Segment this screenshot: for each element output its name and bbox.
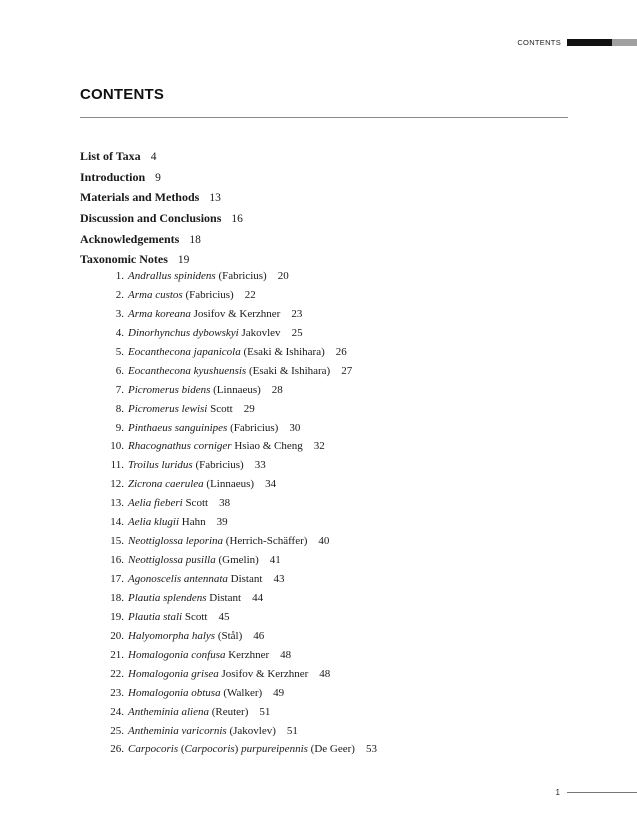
taxon-page: 20 bbox=[277, 270, 289, 282]
toc-entry-page: 19 bbox=[177, 254, 190, 267]
taxon-species: Agonoscelis antennata bbox=[128, 573, 228, 585]
toc-entry-page: 4 bbox=[150, 151, 157, 163]
taxon-page: 51 bbox=[259, 705, 271, 718]
taxon-species: Antheminia aliena bbox=[128, 705, 209, 718]
taxon-number: 26. bbox=[110, 743, 124, 756]
page-title: CONTENTS bbox=[80, 86, 165, 103]
taxon-species: Aelia fieberi bbox=[128, 497, 183, 510]
taxon-number: 15. bbox=[110, 535, 124, 548]
taxon-species: Troilus luridus bbox=[128, 459, 193, 472]
taxon-number: 12. bbox=[110, 478, 124, 491]
taxon-entry[interactable] bbox=[104, 684, 377, 703]
taxon-species: Eocanthecona japanicola bbox=[128, 345, 241, 358]
taxon-number: 16. bbox=[110, 554, 124, 567]
taxon-entry[interactable] bbox=[104, 532, 377, 551]
taxon-authority: (Fabricius) bbox=[230, 421, 279, 434]
taxon-page: 41 bbox=[269, 554, 281, 567]
taxon-authority: Jakovlev bbox=[241, 326, 281, 339]
taxon-entry[interactable] bbox=[104, 513, 377, 532]
taxon-species: Rhacognathus corniger bbox=[128, 440, 232, 453]
taxon-authority: Distant bbox=[209, 591, 242, 604]
toc-entry[interactable] bbox=[80, 229, 243, 250]
taxon-page: 34 bbox=[265, 478, 277, 491]
toc-entry-title: Acknowledgements bbox=[80, 231, 180, 246]
running-head-bar-dark bbox=[567, 39, 612, 46]
taxon-entry[interactable] bbox=[104, 286, 377, 305]
taxon-entry[interactable] bbox=[104, 400, 377, 419]
taxon-number: 9. bbox=[115, 421, 124, 434]
taxon-species: Homalogonia confusa bbox=[128, 648, 226, 661]
taxon-authority: (Herrich-Schäffer) bbox=[225, 535, 308, 548]
taxon-page: 26 bbox=[335, 345, 347, 358]
taxon-species: Andrallus spinidens bbox=[128, 270, 216, 282]
taxon-entry[interactable] bbox=[104, 267, 377, 286]
taxon-authority: (Linnaeus) bbox=[206, 478, 255, 491]
title-divider bbox=[80, 117, 568, 118]
taxon-species: Picromerus bidens bbox=[128, 383, 211, 396]
taxon-authority: (Esaki & Ishihara) bbox=[248, 364, 331, 377]
taxon-page: 48 bbox=[319, 667, 331, 680]
taxon-number: 20. bbox=[110, 629, 124, 642]
taxon-entry[interactable] bbox=[104, 722, 377, 741]
taxon-authority: (Fabricius) bbox=[185, 288, 234, 301]
taxon-number: 23. bbox=[110, 686, 124, 699]
page-number: 1 bbox=[555, 788, 560, 797]
taxon-entry[interactable] bbox=[104, 475, 377, 494]
taxon-page: 29 bbox=[243, 402, 255, 415]
taxon-authority: (Linnaeus) bbox=[213, 383, 261, 396]
taxon-page: 39 bbox=[216, 516, 228, 529]
taxon-number: 11. bbox=[110, 459, 124, 472]
taxon-entry[interactable] bbox=[104, 381, 377, 400]
running-head-bar-light bbox=[612, 39, 637, 46]
taxon-number: 24. bbox=[110, 705, 124, 718]
toc-entry[interactable] bbox=[80, 208, 243, 229]
toc-entry[interactable] bbox=[80, 146, 243, 167]
folio-rule bbox=[567, 792, 637, 793]
toc-entry-title: Materials and Methods bbox=[80, 190, 200, 205]
taxon-number: 13. bbox=[110, 497, 124, 510]
taxon-species: Plautia stali bbox=[128, 610, 183, 623]
taxon-species: Dinorhynchus dybowskyi bbox=[128, 326, 239, 339]
taxon-number: 5. bbox=[115, 345, 124, 358]
taxon-species: Neottiglossa leporina bbox=[128, 535, 224, 548]
taxon-authority: Scott bbox=[184, 610, 208, 623]
taxon-entry[interactable] bbox=[104, 324, 377, 343]
taxon-page: 32 bbox=[313, 440, 325, 453]
taxon-entry[interactable] bbox=[104, 437, 377, 456]
taxon-authority: Josifov & Kerzhner bbox=[221, 667, 309, 680]
running-head bbox=[517, 37, 637, 47]
taxon-page: 51 bbox=[286, 724, 298, 737]
taxon-number: 8. bbox=[115, 402, 124, 415]
taxon-entry[interactable] bbox=[104, 589, 377, 608]
taxon-number: 4. bbox=[115, 326, 124, 339]
taxon-number: 18. bbox=[110, 591, 124, 604]
taxon-species: Pinthaeus sanguinipes bbox=[128, 421, 228, 434]
taxon-species: Antheminia varicornis bbox=[128, 724, 227, 737]
taxon-entry[interactable] bbox=[104, 551, 377, 570]
taxon-page: 40 bbox=[318, 535, 330, 548]
taxon-species: Homalogonia grisea bbox=[128, 667, 219, 680]
taxon-number: 14. bbox=[110, 516, 124, 529]
taxon-entry[interactable] bbox=[104, 456, 377, 475]
toc-entry-page: 13 bbox=[209, 192, 221, 205]
taxon-species: Arma koreana bbox=[128, 307, 191, 320]
taxon-species: Plautia splendens bbox=[128, 591, 207, 604]
taxon-authority: (Walker) bbox=[223, 686, 263, 699]
taxon-authority: Kerzhner bbox=[228, 648, 270, 661]
taxon-species: Neottiglossa pusilla bbox=[128, 554, 216, 567]
taxon-page: 44 bbox=[252, 591, 264, 604]
taxon-page: 45 bbox=[218, 610, 230, 623]
taxon-page: 48 bbox=[280, 648, 292, 661]
taxon-page: 43 bbox=[273, 573, 285, 585]
taxon-number: 17. bbox=[110, 573, 124, 585]
taxon-page: 30 bbox=[289, 421, 301, 434]
taxon-authority: Scott bbox=[210, 402, 233, 415]
running-head-label: CONTENTS bbox=[517, 37, 561, 47]
taxon-number: 7. bbox=[115, 383, 124, 396]
taxon-page: 22 bbox=[244, 288, 256, 301]
taxon-authority: (Fabricius) bbox=[195, 459, 244, 472]
taxon-number: 6. bbox=[115, 364, 124, 377]
taxon-page: 25 bbox=[291, 326, 303, 339]
taxon-number: 10. bbox=[110, 440, 124, 453]
toc-entry-page: 18 bbox=[189, 233, 201, 246]
toc-main-list bbox=[80, 146, 243, 270]
toc-entry-page: 9 bbox=[155, 171, 161, 184]
page-folio bbox=[556, 788, 637, 797]
taxon-page: 46 bbox=[253, 629, 265, 642]
taxon-authority: Scott bbox=[185, 497, 209, 510]
toc-entry-title: List of Taxa bbox=[80, 149, 141, 163]
toc-entry-page: 16 bbox=[231, 213, 243, 226]
taxon-entry[interactable] bbox=[104, 419, 377, 438]
toc-entry-title: Introduction bbox=[80, 169, 146, 184]
taxon-entry[interactable] bbox=[104, 627, 377, 646]
toc-entry-title: Taxonomic Notes bbox=[80, 252, 168, 267]
taxon-authority: (Jakovlev) bbox=[229, 724, 276, 737]
taxon-species: Zicrona caerulea bbox=[128, 478, 204, 491]
taxon-species: Picromerus lewisi bbox=[128, 402, 208, 415]
taxon-authority: (De Geer) bbox=[310, 743, 355, 756]
taxon-entry[interactable] bbox=[104, 608, 377, 627]
taxon-page: 53 bbox=[365, 743, 377, 756]
taxon-authority: (Fabricius) bbox=[218, 270, 267, 282]
taxon-entry[interactable] bbox=[104, 494, 377, 513]
taxon-entry[interactable] bbox=[104, 703, 377, 722]
taxon-authority: Hsiao & Cheng bbox=[234, 440, 303, 453]
taxon-species: Aelia klugii bbox=[128, 516, 180, 529]
taxon-subgenus: Carpocoris bbox=[184, 743, 235, 756]
taxon-species: Homalogonia obtusa bbox=[128, 686, 221, 699]
taxon-species: Eocanthecona kyushuensis bbox=[128, 364, 247, 377]
taxon-authority: (Reuter) bbox=[211, 705, 249, 718]
taxon-entry[interactable] bbox=[104, 305, 377, 324]
taxon-authority: (Gmelin) bbox=[218, 554, 259, 567]
taxon-species: Arma custos bbox=[128, 288, 183, 301]
taxonomic-notes-list bbox=[104, 267, 377, 759]
taxon-authority: (Esaki & Ishihara) bbox=[243, 345, 325, 358]
taxon-page: 28 bbox=[271, 383, 283, 396]
taxon-authority: Hahn bbox=[181, 516, 206, 529]
taxon-number: 3. bbox=[115, 307, 124, 320]
taxon-number: 22. bbox=[110, 667, 124, 680]
taxon-number: 19. bbox=[110, 610, 124, 623]
taxon-page: 27 bbox=[341, 364, 353, 377]
taxon-number: 2. bbox=[115, 288, 124, 301]
taxon-entry[interactable] bbox=[104, 362, 377, 381]
toc-entry[interactable] bbox=[80, 187, 243, 208]
taxon-entry[interactable] bbox=[104, 646, 377, 665]
taxon-page: 33 bbox=[254, 459, 266, 472]
taxon-epithet: purpureipennis bbox=[241, 743, 308, 756]
taxon-authority: (Stål) bbox=[217, 629, 243, 642]
taxon-species: Halyomorpha halys bbox=[128, 629, 216, 642]
taxon-page: 23 bbox=[291, 307, 303, 320]
taxon-page: 49 bbox=[273, 686, 285, 699]
toc-entry[interactable] bbox=[80, 167, 243, 188]
taxon-number: 1. bbox=[115, 270, 124, 282]
taxon-page: 38 bbox=[219, 497, 231, 510]
taxon-entry[interactable] bbox=[104, 665, 377, 684]
taxon-authority: Distant bbox=[230, 573, 263, 585]
toc-entry-title: Discussion and Conclusions bbox=[80, 211, 222, 226]
taxon-authority: Josifov & Kerzhner bbox=[193, 307, 281, 320]
taxon-number: 25. bbox=[110, 724, 124, 737]
taxon-entry[interactable]: 26. Carpocoris (Carpocoris) purpureipennis (De Geer) 53 bbox=[104, 740, 377, 759]
taxon-entry[interactable] bbox=[104, 570, 377, 589]
taxon-entry[interactable] bbox=[104, 343, 377, 362]
taxon-number: 21. bbox=[110, 648, 124, 661]
taxon-genus: Carpocoris bbox=[128, 743, 179, 756]
